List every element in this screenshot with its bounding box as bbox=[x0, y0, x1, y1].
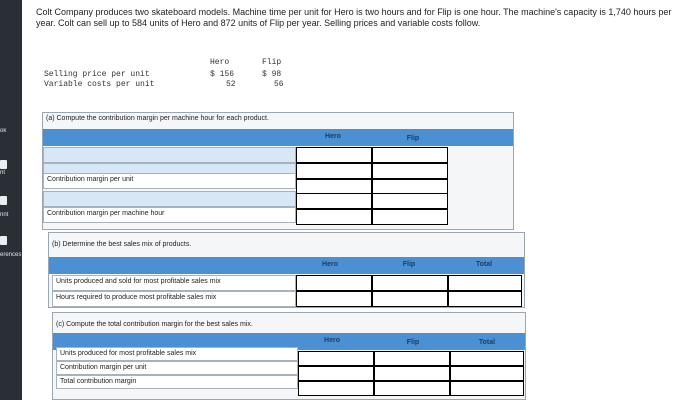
given-value: $ 98 bbox=[262, 70, 282, 79]
part-a-panel bbox=[42, 112, 514, 230]
part-a-input-flip-1[interactable] bbox=[372, 147, 448, 163]
part-c-row-label: Contribution margin per unit bbox=[56, 361, 298, 375]
part-a-input-hero-1[interactable] bbox=[296, 147, 372, 163]
part-c-input-total-2[interactable] bbox=[450, 366, 524, 381]
sidebar-icon bbox=[0, 160, 7, 169]
sidebar-item-book[interactable] bbox=[0, 128, 22, 134]
part-c-row-label: Units produced for most profitable sales mix bbox=[56, 347, 298, 361]
part-c-input-flip-2[interactable] bbox=[374, 366, 450, 381]
part-b-input-flip-1[interactable] bbox=[372, 275, 448, 291]
part-c-header-total: Total bbox=[478, 339, 496, 346]
part-a-header-hero: Hero bbox=[325, 133, 341, 140]
part-c-input-total-1[interactable] bbox=[450, 351, 524, 366]
part-c-input-hero-3[interactable] bbox=[298, 381, 374, 396]
part-a-input-flip-5[interactable] bbox=[372, 209, 448, 225]
part-a-input-flip-2[interactable] bbox=[372, 163, 448, 179]
part-c-row-label: Total contribution margin bbox=[56, 375, 298, 389]
part-a-input-hero-5[interactable] bbox=[296, 209, 372, 225]
part-c-title: (c) Compute the total contribution margin for the best sales mix. bbox=[56, 321, 253, 328]
part-a-header-flip: Flip bbox=[406, 135, 420, 142]
part-b-input-flip-2[interactable] bbox=[372, 291, 448, 307]
part-c-input-hero-1[interactable] bbox=[298, 351, 374, 366]
sidebar-item-references[interactable] bbox=[0, 252, 22, 258]
part-c-panel bbox=[52, 312, 526, 400]
sidebar-item-label: rint bbox=[0, 212, 9, 218]
part-b-input-hero-1[interactable] bbox=[296, 275, 372, 291]
part-b-header-flip: Flip bbox=[402, 261, 416, 268]
problem-text: Colt Company produces two skateboard models. Machine time per unit for Hero is two hours and for Flip is one hour. The machine's capacity is 1,740 hours per year. Colt can sell up to 584 units of Hero and 872 units of Flip per year. Selling prices and variable costs follow. bbox=[36, 7, 672, 28]
given-value: 56 bbox=[274, 80, 284, 89]
part-b-input-hero-2[interactable] bbox=[296, 291, 372, 307]
part-b-input-total-2[interactable] bbox=[448, 291, 522, 307]
sidebar-item-hint[interactable] bbox=[0, 170, 22, 176]
sidebar-item-label: ok bbox=[0, 128, 7, 134]
references-icon bbox=[0, 236, 7, 245]
part-b-title: (b) Determine the best sales mix of products. bbox=[52, 241, 192, 248]
part-a-input-hero-4[interactable] bbox=[296, 193, 372, 209]
part-a-input-flip-4[interactable] bbox=[372, 193, 448, 209]
part-c-header-flip: Flip bbox=[406, 339, 420, 346]
part-c-input-flip-1[interactable] bbox=[374, 351, 450, 366]
given-header-flip: Flip bbox=[262, 58, 282, 67]
question-content bbox=[22, 0, 700, 400]
sidebar-item-label: nt bbox=[0, 170, 6, 176]
part-a-title: (a) Compute the contribution margin per machine hour for each product. bbox=[46, 115, 269, 122]
part-a-input-hero-2[interactable] bbox=[296, 163, 372, 179]
given-header-hero: Hero bbox=[210, 58, 230, 67]
part-b-input-total-1[interactable] bbox=[448, 275, 522, 291]
left-sidebar bbox=[0, 0, 22, 400]
given-value: $ 156 bbox=[210, 70, 235, 79]
part-a-row-label bbox=[43, 147, 296, 163]
part-b-row-label: Units produced and sold for most profitable sales mix bbox=[52, 275, 296, 291]
given-label: Selling price per unit bbox=[44, 70, 150, 79]
part-c-input-total-3[interactable] bbox=[450, 381, 524, 396]
sidebar-item-label: erences bbox=[0, 252, 22, 258]
given-label: Variable costs per unit bbox=[44, 80, 155, 89]
given-value: 52 bbox=[226, 80, 236, 89]
printer-icon bbox=[0, 196, 7, 205]
part-b-header-total: Total bbox=[475, 261, 493, 268]
part-b-row-label: Hours required to produce most profitable sales mix bbox=[52, 291, 296, 307]
part-a-row-label: Contribution margin per machine hour bbox=[43, 207, 296, 223]
part-c-input-flip-3[interactable] bbox=[374, 381, 450, 396]
part-c-input-hero-2[interactable] bbox=[298, 366, 374, 381]
part-a-row-label: Contribution margin per unit bbox=[43, 173, 296, 189]
part-a-row-label bbox=[43, 191, 296, 207]
part-c-header-hero: Hero bbox=[324, 337, 340, 344]
part-b-header-hero: Hero bbox=[322, 261, 338, 268]
sidebar-item-print[interactable] bbox=[0, 212, 22, 218]
part-b-panel bbox=[48, 232, 525, 308]
